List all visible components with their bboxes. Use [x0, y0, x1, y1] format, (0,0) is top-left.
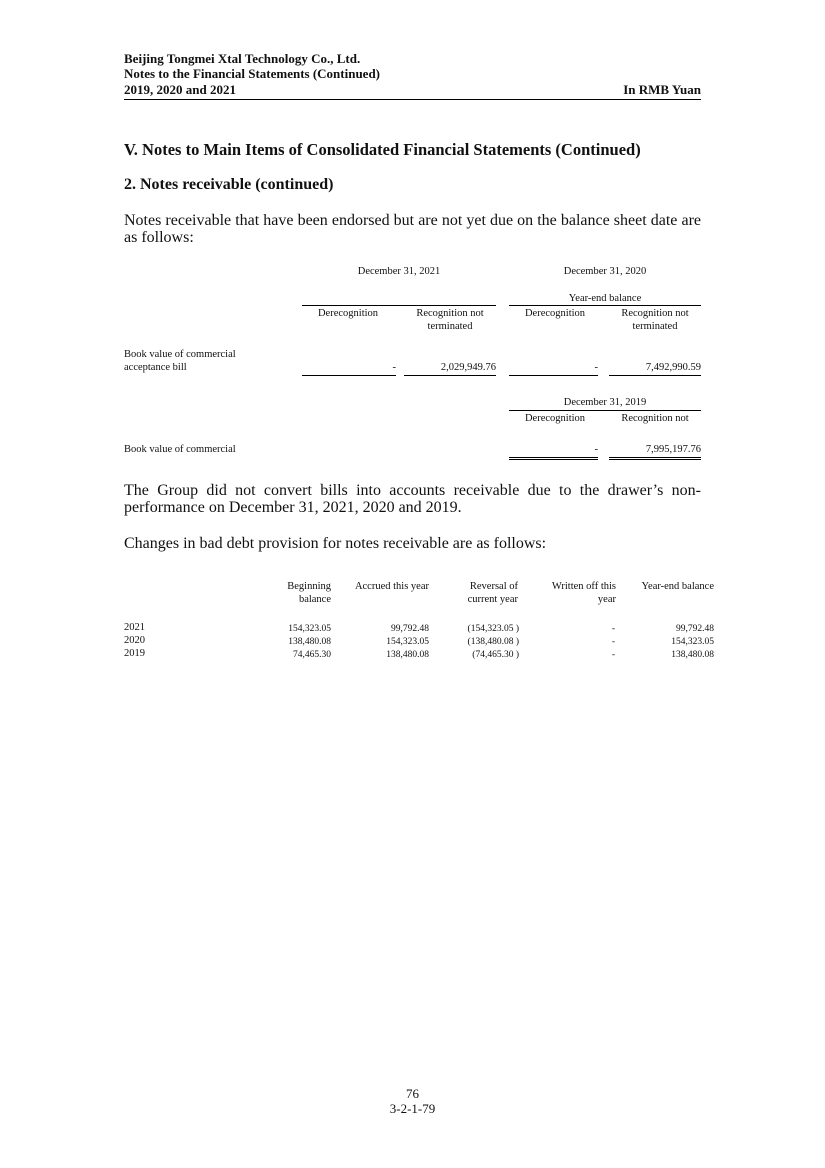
double-rule-2019-b — [609, 457, 701, 460]
header-recognition-2020-line1: Recognition not — [621, 308, 689, 319]
header-underline-2019 — [509, 410, 701, 411]
header-accrued: Accrued this year — [354, 581, 429, 592]
column-group-2019: December 31, 2019 — [563, 397, 647, 408]
report-subtitle: Notes to the Financial Statements (Continued) — [124, 66, 381, 81]
cell-written-off: - — [611, 624, 615, 634]
header-underline-2020 — [509, 305, 701, 306]
company-name: Beijing Tongmei Xtal Technology Co., Ltd. — [124, 51, 361, 66]
cell-year-end: 138,480.08 — [671, 650, 714, 660]
column-group-2020: December 31, 2020 — [563, 266, 647, 277]
cell-year-end: 154,323.05 — [671, 637, 714, 647]
cell-beginning: 74,465.30 — [293, 650, 331, 660]
convert-paragraph: The Group did not convert bills into accounts receivable due to the drawer’s non-performance on December 31, 2021, 2020 and 2019. — [124, 482, 701, 516]
header-beginning-line1: Beginning — [287, 581, 331, 592]
header-derecognition-2020: Derecognition — [524, 308, 586, 319]
report-years: 2019, 2020 and 2021 — [124, 82, 236, 97]
cell-reversal: (154,323.05 ) — [467, 624, 519, 634]
document-code: 3-2-1-79 — [389, 1101, 436, 1116]
year-end-balance-label: Year-end balance — [568, 293, 642, 304]
row-label-2019: Book value of commercial — [124, 444, 236, 455]
header-underline-2021 — [302, 305, 496, 306]
cell-reversal: (138,480.08 ) — [467, 637, 519, 647]
cell-written-off: - — [611, 637, 615, 647]
header-reversal-line1: Reversal of — [469, 581, 518, 592]
total-rule-2020-a — [509, 375, 598, 376]
value-2021-derecognition: - — [392, 362, 396, 373]
header-written-off-line2: year — [597, 594, 616, 605]
cell-written-off: - — [611, 650, 615, 660]
value-2021-recognition: 2,029,949.76 — [440, 362, 496, 373]
row-label-line2: acceptance bill — [124, 362, 187, 373]
row-year: 2021 — [124, 622, 145, 633]
header-derecognition-2019: Derecognition — [524, 413, 586, 424]
header-recognition-2019: Recognition not — [621, 413, 689, 424]
subsection-title: 2. Notes receivable (continued) — [124, 176, 334, 193]
currency-label: In RMB Yuan — [623, 82, 701, 97]
cell-beginning: 138,480.08 — [288, 637, 331, 647]
total-rule-2020-b — [609, 375, 701, 376]
value-2019-derecognition: - — [594, 444, 598, 455]
header-year-end: Year-end balance — [641, 581, 714, 592]
section-title: V. Notes to Main Items of Consolidated Financial Statements (Continued) — [124, 140, 641, 159]
value-2020-recognition: 7,492,990.59 — [645, 362, 701, 373]
cell-reversal: (74,465.30 ) — [472, 650, 519, 660]
cell-year-end: 99,792.48 — [676, 624, 714, 634]
header-recognition-2020-line2: terminated — [632, 321, 678, 332]
total-rule-2021-b — [404, 375, 496, 376]
double-rule-2019-a — [509, 457, 598, 460]
header-derecognition-2021: Derecognition — [317, 308, 379, 319]
header-recognition-2021-line1: Recognition not — [416, 308, 484, 319]
header-reversal-line2: current year — [467, 594, 518, 605]
value-2020-derecognition: - — [594, 362, 598, 373]
intro-paragraph: Notes receivable that have been endorsed but are not yet due on the balance sheet date are as follows: — [124, 212, 701, 246]
header-beginning-line2: balance — [298, 594, 331, 605]
value-2019-recognition: 7,995,197.76 — [645, 444, 701, 455]
bad-debt-intro: Changes in bad debt provision for notes receivable are as follows: — [124, 535, 547, 552]
cell-beginning: 154,323.05 — [288, 624, 331, 634]
cell-accrued: 138,480.08 — [386, 650, 429, 660]
row-label-line1: Book value of commercial — [124, 349, 236, 360]
row-year: 2019 — [124, 648, 145, 659]
row-year: 2020 — [124, 635, 145, 646]
cell-accrued: 99,792.48 — [391, 624, 429, 634]
page-number: 76 — [406, 1086, 419, 1101]
total-rule-2021-a — [302, 375, 396, 376]
cell-accrued: 154,323.05 — [386, 637, 429, 647]
column-group-2021: December 31, 2021 — [357, 266, 441, 277]
header-written-off-line1: Written off this — [551, 581, 616, 592]
header-rule — [124, 99, 701, 100]
header-recognition-2021-line2: terminated — [427, 321, 473, 332]
